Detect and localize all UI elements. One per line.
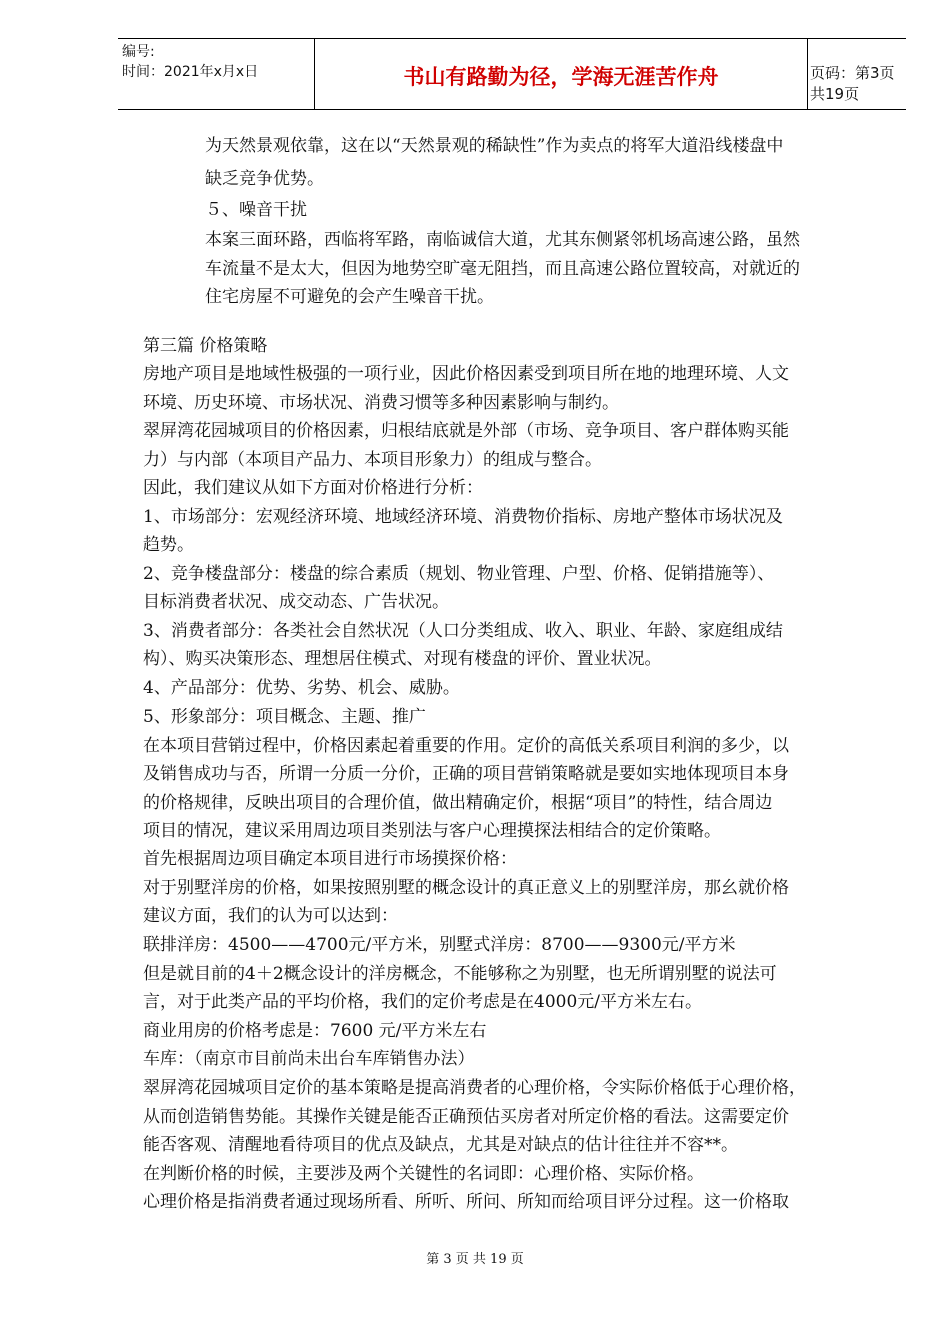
text-line: 言，对于此类产品的平均价格，我们的定价考虑是在4000元/平方米左右。	[143, 992, 702, 1012]
header-meta	[118, 39, 314, 109]
chapter-title: 第三篇 价格策略	[143, 336, 268, 356]
text-line: 环境、历史环境、市场状况、消费习惯等多种因素影响与制约。	[143, 393, 619, 413]
text-line: 目标消费者状况、成交动态、广告状况。	[143, 592, 449, 612]
text-line: 因此，我们建议从如下方面对价格进行分析：	[143, 478, 483, 498]
text-line: 2、竞争楼盘部分：楼盘的综合素质（规划、物业管理、户型、价格、促销措施等）、	[143, 564, 775, 584]
document-time-label: 时间：2021年x月x日	[122, 64, 259, 80]
page-footer: 第 3 页 共 19 页	[426, 1252, 524, 1267]
text-line: 在本项目营销过程中，价格因素起着重要的作用。定价的高低关系项目利润的多少，以	[143, 736, 789, 756]
text-line: 房地产项目是地域性极强的一项行业，因此价格因素受到项目所在地的地理环境、人文	[143, 364, 789, 384]
text-line: 及销售成功与否，所谓一分质一分价，正确的项目营销策略就是要如实地体现项目本身	[143, 764, 789, 784]
text-line: 但是就目前的4＋2概念设计的洋房概念，不能够称之为别墅，也无所谓别墅的说法可	[143, 964, 777, 984]
text-line: 的价格规律，反映出项目的合理价值，做出精确定价，根据“项目”的特性，结合周边	[143, 793, 773, 813]
text-line: 在判断价格的时候，主要涉及两个关键性的名词即：心理价格、实际价格。	[143, 1164, 704, 1184]
text-line: 为天然景观依靠，这在以“天然景观的稀缺性”作为卖点的将军大道沿线楼盘中	[205, 136, 784, 156]
text-line: 车库：（南京市目前尚未出台车库销售办法）	[143, 1049, 475, 1069]
text-line: 1、市场部分：宏观经济环境、地域经济环境、消费物价指标、房地产整体市场状况及	[143, 507, 783, 527]
text-line: 车流量不是太大，但因为地势空旷毫无阻挡，而且高速公路位置较高，对就近的	[205, 259, 800, 279]
text-line: 商业用房的价格考虑是：7600 元/平方米左右	[143, 1021, 487, 1041]
text-line: 翠屏湾花园城项目定价的基本策略是提高消费者的心理价格，令实际价格低于心理价格，	[143, 1078, 806, 1098]
text-line: 趋势。	[143, 535, 194, 555]
header-page-number: 页码：第3页 共19页	[810, 64, 895, 103]
header-motto: 书山有路勤为径，学海无涯苦作舟	[403, 65, 719, 89]
text-line: 联排洋房：4500——4700元/平方米，别墅式洋房：8700——9300元/平方米	[143, 935, 736, 955]
text-line: 住宅房屋不可避免的会产生噪音干扰。	[205, 287, 494, 307]
text-line: 翠屏湾花园城项目的价格因素，归根结底就是外部（市场、竞争项目、客户群体购买能	[143, 421, 789, 441]
text-line: 5、形象部分：项目概念、主题、推广	[143, 707, 426, 727]
text-line: 4、产品部分：优势、劣势、机会、威胁。	[143, 678, 460, 698]
text-line: 项目的情况，建议采用周边项目类别法与客户心理摸探法相结合的定价策略。	[143, 821, 721, 841]
text-line: 构）、购买决策形态、理想居住模式、对现有楼盘的评价、置业状况。	[143, 649, 662, 669]
text-line: 力）与内部（本项目产品力、本项目形象力）的组成与整合。	[143, 450, 602, 470]
text-line: 本案三面环路，西临将军路，南临诚信大道，尤其东侧紧邻机场高速公路，虽然	[205, 230, 800, 250]
header-motto-cell	[314, 39, 808, 109]
page-header	[118, 38, 906, 110]
text-line: 从而创造销售势能。其操作关键是能否正确预估买房者对所定价格的看法。这需要定价	[143, 1107, 789, 1127]
document-number-label: 编号:	[122, 44, 155, 60]
subheading-noise: ５、噪音干扰	[205, 200, 307, 220]
text-line: 对于别墅洋房的价格，如果按照别墅的概念设计的真正意义上的别墅洋房，那幺就价格	[143, 878, 789, 898]
text-line: 心理价格是指消费者通过现场所看、所听、所问、所知而给项目评分过程。这一价格取	[143, 1192, 789, 1212]
text-line: 建议方面，我们的认为可以达到：	[143, 906, 398, 926]
text-line: 缺乏竞争优势。	[205, 169, 324, 189]
text-line: 首先根据周边项目确定本项目进行市场摸探价格：	[143, 849, 517, 869]
text-line: 能否客观、清醒地看待项目的优点及缺点，尤其是对缺点的估计往往并不容**。	[143, 1135, 738, 1155]
text-line: 3、消费者部分：各类社会自然状况（人口分类组成、收入、职业、年龄、家庭组成结	[143, 621, 783, 641]
